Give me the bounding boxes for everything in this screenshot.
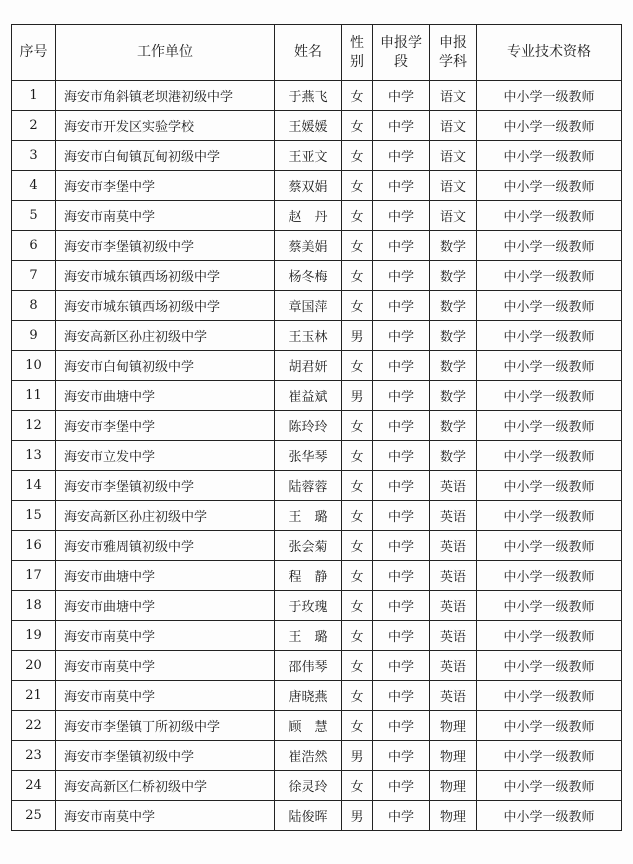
cell-title: 中小学一级教师 (477, 141, 622, 171)
cell-subject: 物理 (430, 741, 477, 771)
cell-title: 中小学一级教师 (477, 771, 622, 801)
table-row (12, 171, 622, 201)
cell-name: 唐晓燕 (275, 681, 342, 711)
cell-gender: 女 (342, 471, 373, 501)
cell-stage: 中学 (373, 621, 430, 651)
table-row (12, 291, 622, 321)
cell-subject: 英语 (430, 501, 477, 531)
cell-subject: 英语 (430, 561, 477, 591)
table-row (12, 501, 622, 531)
cell-subject: 数学 (430, 321, 477, 351)
header-stage: 申报学段 (373, 25, 430, 81)
cell-stage: 中学 (373, 141, 430, 171)
cell-subject: 数学 (430, 351, 477, 381)
cell-gender: 女 (342, 561, 373, 591)
cell-title: 中小学一级教师 (477, 741, 622, 771)
cell-title: 中小学一级教师 (477, 801, 622, 831)
cell-subject: 物理 (430, 771, 477, 801)
cell-subject: 英语 (430, 531, 477, 561)
cell-title: 中小学一级教师 (477, 531, 622, 561)
cell-name: 赵 丹 (275, 201, 342, 231)
cell-unit: 海安高新区仁桥初级中学 (56, 771, 275, 801)
cell-unit: 海安市南莫中学 (56, 621, 275, 651)
cell-unit: 海安市南莫中学 (56, 681, 275, 711)
table-row (12, 111, 622, 141)
cell-index: 3 (12, 141, 56, 171)
teacher-roster-table (11, 24, 622, 831)
cell-unit: 海安市立发中学 (56, 441, 275, 471)
cell-index: 9 (12, 321, 56, 351)
cell-title: 中小学一级教师 (477, 381, 622, 411)
cell-stage: 中学 (373, 381, 430, 411)
cell-gender: 女 (342, 291, 373, 321)
cell-gender: 男 (342, 801, 373, 831)
cell-index: 10 (12, 351, 56, 381)
table-row (12, 771, 622, 801)
cell-subject: 物理 (430, 711, 477, 741)
cell-index: 7 (12, 261, 56, 291)
cell-unit: 海安市南莫中学 (56, 801, 275, 831)
cell-index: 16 (12, 531, 56, 561)
cell-title: 中小学一级教师 (477, 591, 622, 621)
cell-stage: 中学 (373, 771, 430, 801)
cell-name: 邵伟琴 (275, 651, 342, 681)
cell-gender: 女 (342, 681, 373, 711)
cell-title: 中小学一级教师 (477, 231, 622, 261)
cell-index: 2 (12, 111, 56, 141)
cell-title: 中小学一级教师 (477, 561, 622, 591)
cell-title: 中小学一级教师 (477, 171, 622, 201)
cell-subject: 数学 (430, 291, 477, 321)
cell-name: 王媛媛 (275, 111, 342, 141)
cell-unit: 海安市雅周镇初级中学 (56, 531, 275, 561)
cell-title: 中小学一级教师 (477, 471, 622, 501)
cell-name: 杨冬梅 (275, 261, 342, 291)
cell-title: 中小学一级教师 (477, 411, 622, 441)
cell-index: 15 (12, 501, 56, 531)
cell-subject: 数学 (430, 381, 477, 411)
cell-index: 24 (12, 771, 56, 801)
cell-unit: 海安市曲塘中学 (56, 561, 275, 591)
cell-gender: 女 (342, 651, 373, 681)
cell-title: 中小学一级教师 (477, 321, 622, 351)
cell-unit: 海安市李堡中学 (56, 171, 275, 201)
cell-name: 陈玲玲 (275, 411, 342, 441)
cell-index: 1 (12, 81, 56, 111)
cell-unit: 海安市角斜镇老坝港初级中学 (56, 81, 275, 111)
cell-gender: 女 (342, 501, 373, 531)
cell-title: 中小学一级教师 (477, 651, 622, 681)
cell-subject: 语文 (430, 111, 477, 141)
cell-subject: 物理 (430, 801, 477, 831)
cell-title: 中小学一级教师 (477, 501, 622, 531)
cell-stage: 中学 (373, 711, 430, 741)
table-row (12, 471, 622, 501)
cell-gender: 女 (342, 531, 373, 561)
cell-gender: 女 (342, 621, 373, 651)
cell-gender: 女 (342, 111, 373, 141)
cell-name: 徐灵玲 (275, 771, 342, 801)
cell-name: 陆俊晖 (275, 801, 342, 831)
cell-subject: 数学 (430, 411, 477, 441)
cell-unit: 海安市白甸镇初级中学 (56, 351, 275, 381)
cell-title: 中小学一级教师 (477, 351, 622, 381)
cell-index: 23 (12, 741, 56, 771)
cell-unit: 海安市开发区实验学校 (56, 111, 275, 141)
cell-title: 中小学一级教师 (477, 441, 622, 471)
table-row (12, 261, 622, 291)
cell-index: 18 (12, 591, 56, 621)
cell-subject: 语文 (430, 141, 477, 171)
cell-index: 22 (12, 711, 56, 741)
cell-name: 程 静 (275, 561, 342, 591)
header-index: 序号 (12, 25, 56, 81)
table-body (12, 81, 622, 831)
cell-stage: 中学 (373, 651, 430, 681)
cell-title: 中小学一级教师 (477, 81, 622, 111)
cell-title: 中小学一级教师 (477, 111, 622, 141)
cell-subject: 语文 (430, 201, 477, 231)
cell-stage: 中学 (373, 471, 430, 501)
cell-subject: 语文 (430, 81, 477, 111)
cell-name: 王玉林 (275, 321, 342, 351)
cell-gender: 女 (342, 171, 373, 201)
cell-stage: 中学 (373, 351, 430, 381)
cell-name: 章国萍 (275, 291, 342, 321)
cell-unit: 海安市李堡镇丁所初级中学 (56, 711, 275, 741)
cell-gender: 女 (342, 711, 373, 741)
cell-name: 王 璐 (275, 621, 342, 651)
cell-index: 13 (12, 441, 56, 471)
cell-index: 6 (12, 231, 56, 261)
cell-unit: 海安市李堡镇初级中学 (56, 741, 275, 771)
table-row (12, 321, 622, 351)
header-title: 专业技术资格 (477, 25, 622, 81)
table-row (12, 201, 622, 231)
cell-unit: 海安高新区孙庄初级中学 (56, 501, 275, 531)
cell-stage: 中学 (373, 501, 430, 531)
cell-stage: 中学 (373, 81, 430, 111)
cell-gender: 男 (342, 321, 373, 351)
cell-stage: 中学 (373, 321, 430, 351)
cell-index: 5 (12, 201, 56, 231)
cell-gender: 女 (342, 201, 373, 231)
cell-gender: 女 (342, 231, 373, 261)
cell-index: 14 (12, 471, 56, 501)
header-gender: 性别 (342, 25, 373, 81)
cell-stage: 中学 (373, 591, 430, 621)
cell-stage: 中学 (373, 231, 430, 261)
cell-name: 陆蓉蓉 (275, 471, 342, 501)
cell-name: 王亚文 (275, 141, 342, 171)
cell-unit: 海安市城东镇西场初级中学 (56, 261, 275, 291)
cell-title: 中小学一级教师 (477, 261, 622, 291)
cell-stage: 中学 (373, 171, 430, 201)
cell-gender: 女 (342, 261, 373, 291)
table-row (12, 711, 622, 741)
cell-gender: 女 (342, 411, 373, 441)
cell-subject: 英语 (430, 471, 477, 501)
cell-gender: 女 (342, 771, 373, 801)
cell-stage: 中学 (373, 531, 430, 561)
cell-index: 21 (12, 681, 56, 711)
cell-index: 17 (12, 561, 56, 591)
table-row (12, 351, 622, 381)
cell-title: 中小学一级教师 (477, 711, 622, 741)
cell-unit: 海安市曲塘中学 (56, 591, 275, 621)
cell-unit: 海安市南莫中学 (56, 201, 275, 231)
cell-unit: 海安市李堡中学 (56, 411, 275, 441)
cell-subject: 英语 (430, 651, 477, 681)
cell-gender: 男 (342, 381, 373, 411)
table-row (12, 591, 622, 621)
cell-unit: 海安市城东镇西场初级中学 (56, 291, 275, 321)
cell-name: 顾 慧 (275, 711, 342, 741)
table-row (12, 81, 622, 111)
cell-name: 于燕飞 (275, 81, 342, 111)
header-unit: 工作单位 (56, 25, 275, 81)
cell-title: 中小学一级教师 (477, 681, 622, 711)
table-row (12, 231, 622, 261)
cell-stage: 中学 (373, 681, 430, 711)
cell-unit: 海安市曲塘中学 (56, 381, 275, 411)
header-name: 姓名 (275, 25, 342, 81)
cell-index: 25 (12, 801, 56, 831)
cell-index: 12 (12, 411, 56, 441)
cell-index: 8 (12, 291, 56, 321)
cell-name: 王 璐 (275, 501, 342, 531)
cell-index: 19 (12, 621, 56, 651)
cell-index: 20 (12, 651, 56, 681)
cell-gender: 女 (342, 81, 373, 111)
cell-index: 11 (12, 381, 56, 411)
header-subject: 申报学科 (430, 25, 477, 81)
cell-name: 蔡双娟 (275, 171, 342, 201)
cell-unit: 海安高新区孙庄初级中学 (56, 321, 275, 351)
cell-name: 张会菊 (275, 531, 342, 561)
cell-stage: 中学 (373, 261, 430, 291)
cell-name: 于玫瑰 (275, 591, 342, 621)
cell-stage: 中学 (373, 201, 430, 231)
cell-stage: 中学 (373, 801, 430, 831)
table-row (12, 561, 622, 591)
cell-subject: 数学 (430, 231, 477, 261)
cell-subject: 数学 (430, 441, 477, 471)
cell-stage: 中学 (373, 441, 430, 471)
cell-stage: 中学 (373, 291, 430, 321)
cell-subject: 数学 (430, 261, 477, 291)
cell-gender: 女 (342, 141, 373, 171)
table-row (12, 651, 622, 681)
cell-title: 中小学一级教师 (477, 201, 622, 231)
cell-gender: 女 (342, 351, 373, 381)
cell-subject: 英语 (430, 591, 477, 621)
cell-title: 中小学一级教师 (477, 291, 622, 321)
cell-unit: 海安市李堡镇初级中学 (56, 231, 275, 261)
cell-name: 崔浩然 (275, 741, 342, 771)
cell-subject: 英语 (430, 681, 477, 711)
cell-name: 蔡美娟 (275, 231, 342, 261)
cell-gender: 男 (342, 741, 373, 771)
cell-subject: 英语 (430, 621, 477, 651)
cell-title: 中小学一级教师 (477, 621, 622, 651)
cell-gender: 女 (342, 441, 373, 471)
cell-name: 胡君妍 (275, 351, 342, 381)
table-row (12, 801, 622, 831)
cell-gender: 女 (342, 591, 373, 621)
table-header-row (12, 25, 622, 81)
table-row (12, 381, 622, 411)
cell-subject: 语文 (430, 171, 477, 201)
table-row (12, 531, 622, 561)
cell-stage: 中学 (373, 741, 430, 771)
cell-name: 张华琴 (275, 441, 342, 471)
cell-name: 崔益斌 (275, 381, 342, 411)
cell-unit: 海安市白甸镇瓦甸初级中学 (56, 141, 275, 171)
cell-stage: 中学 (373, 111, 430, 141)
cell-unit: 海安市李堡镇初级中学 (56, 471, 275, 501)
table-row (12, 141, 622, 171)
table-row (12, 411, 622, 441)
cell-stage: 中学 (373, 561, 430, 591)
table-row (12, 441, 622, 471)
table-row (12, 681, 622, 711)
cell-stage: 中学 (373, 411, 430, 441)
cell-index: 4 (12, 171, 56, 201)
cell-unit: 海安市南莫中学 (56, 651, 275, 681)
table-row (12, 741, 622, 771)
table-row (12, 621, 622, 651)
